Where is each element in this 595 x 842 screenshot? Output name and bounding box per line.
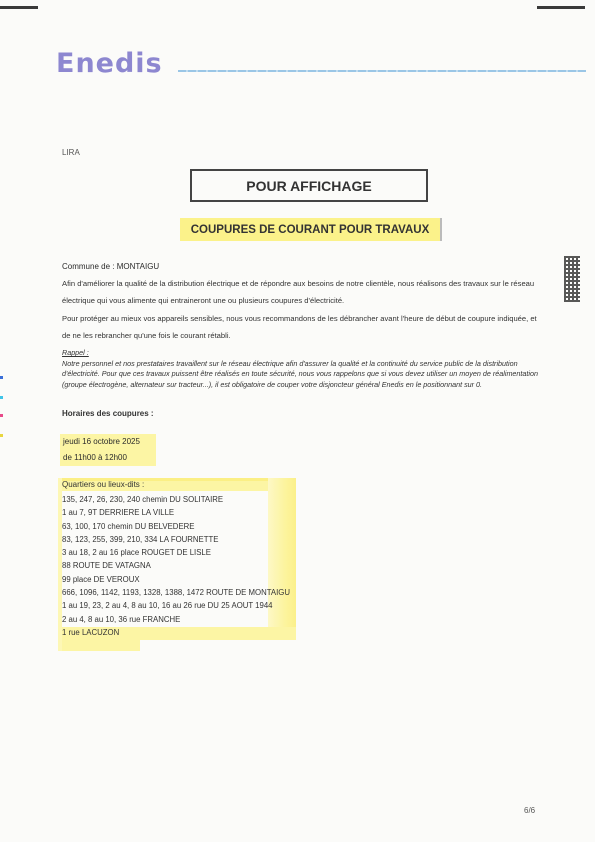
locations-list — [62, 493, 290, 639]
schedule-highlight — [60, 434, 156, 466]
datamatrix-code — [564, 256, 580, 302]
scan-mark-right — [537, 6, 585, 9]
list-item: 83, 123, 255, 399, 210, 334 LA FOURNETTE — [62, 534, 219, 544]
schedule-date: jeudi 16 octobre 2025 — [63, 437, 140, 446]
list-item: 63, 100, 170 chemin DU BELVEDERE — [62, 521, 195, 531]
commune-label: Commune de : MONTAIGU — [62, 262, 160, 271]
page-title-text: POUR AFFICHAGE — [246, 177, 372, 194]
margin-mark-yellow — [0, 434, 3, 437]
locations-title: Quartiers ou lieux-dits : — [62, 480, 145, 489]
list-item: 1 au 19, 23, 2 au 4, 8 au 10, 16 au 26 rue DU 25 AOUT 1944 — [62, 601, 273, 611]
list-item: 88 ROUTE DE VATAGNA — [62, 561, 151, 571]
header-rule — [178, 70, 586, 72]
subtitle-text: COUPURES DE COURANT POUR TRAVAUX — [190, 223, 430, 236]
list-item: 666, 1096, 1142, 1193, 1328, 1388, 1472 ROUTE DE MONTAIGU — [62, 588, 290, 598]
list-item: 1 rue LACUZON — [62, 627, 120, 637]
list-item: 2 au 4, 8 au 10, 36 rue FRANCHE — [62, 614, 181, 624]
advice-paragraph: Pour protéger au mieux vos appareils sensibles, nous vous recommandons de les débrancher avant l'heure de début de coupure indiquée, et de ne les rebrancher qu'une fois le courant rétabli. — [62, 314, 537, 340]
page-title — [190, 169, 428, 202]
schedule-title: Horaires des coupures : — [62, 409, 154, 418]
subtitle-banner — [180, 218, 442, 241]
list-item: 99 place DE VEROUX — [62, 574, 140, 584]
reminder-block — [62, 348, 540, 390]
document-reference: LIRA — [62, 148, 80, 157]
enedis-logo: Enedis — [56, 48, 163, 79]
scan-mark-left — [0, 6, 38, 9]
page-number: 6/6 — [524, 806, 536, 815]
schedule-time: de 11h00 à 12h00 — [63, 452, 127, 462]
list-item: 135, 247, 26, 230, 240 chemin DU SOLITAIRE — [62, 495, 224, 504]
intro-paragraph: Afin d'améliorer la qualité de la distribution électrique et de répondre aux besoins de notre clientèle, nous réalisons des travaux sur le réseau électrique qui vous alimente qui entraineront une ou plusieurs coupures d'électricité. — [62, 279, 535, 305]
margin-mark-blue — [0, 376, 3, 379]
reminder-text: Notre personnel et nos prestataires travaillent sur le réseau électrique afin d'assurer la qualité et la continuité du service public de la distribution d'électricité. Pour que ces travaux puissent être réalisés en toute sécurité, nous vous rappelons que si vous devez utiliser un moyen de réalimentation (groupe électrogène, alternateur sur tracteur...), il est obligatoire de couper votre disjoncteur général Enedis en le positionnant sur 0. — [62, 358, 539, 389]
list-item: 1 au 7, 9T DERRIERE LA VILLE — [62, 508, 175, 518]
reminder-title: Rappel : — [62, 348, 89, 357]
margin-mark-cyan — [0, 396, 3, 399]
margin-mark-magenta — [0, 414, 3, 417]
list-item: 3 au 18, 2 au 16 place ROUGET DE LISLE — [62, 548, 211, 558]
